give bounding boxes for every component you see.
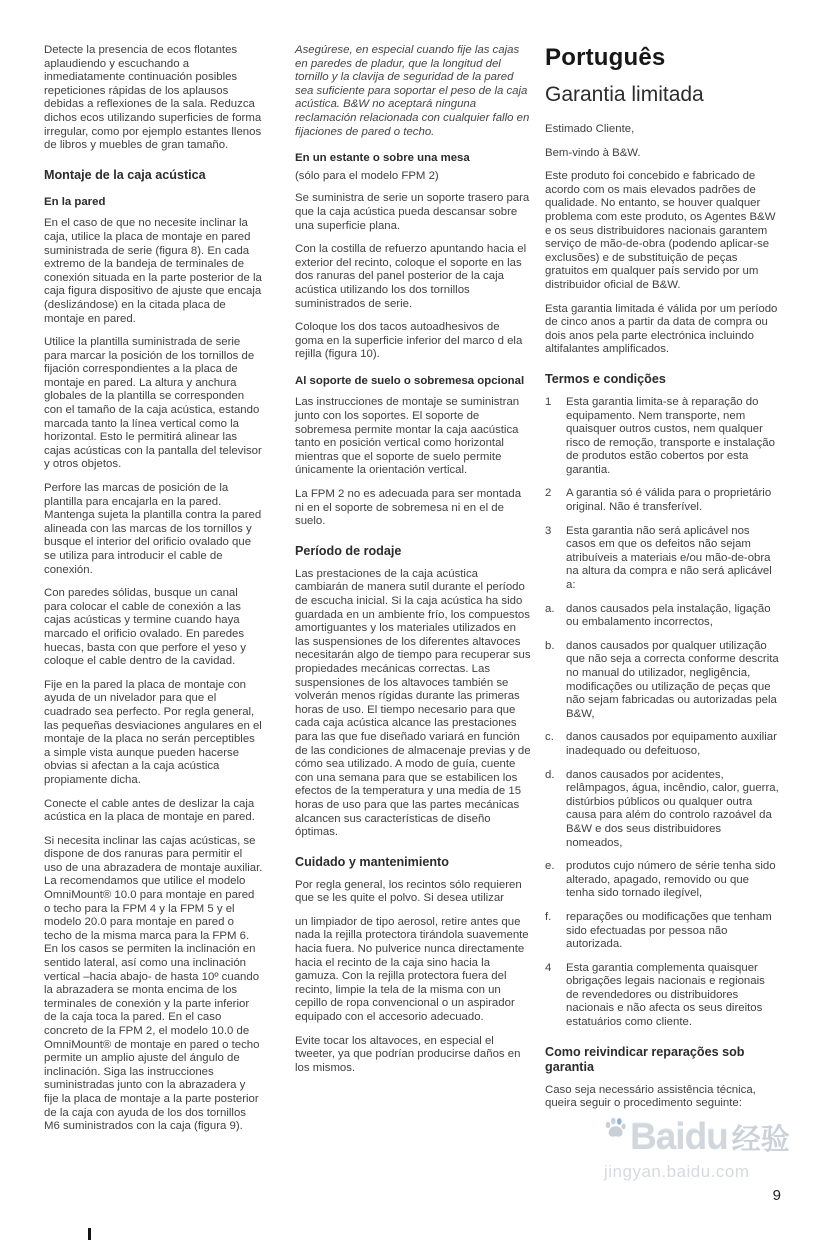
col3-li-15 — [545, 911, 780, 952]
col3-h2-6: Termos e condições — [545, 371, 666, 386]
col3-li-14 — [545, 860, 780, 901]
col1-para-6: Con paredes sólidas, busque un canal para colocar el cable de conexión a las cajas acústicas y termine cuando haya marcado el orificio ovalado. En paredes huecas, basta con que perfore el yeso y coloque el cable dentro de la cavidad. — [44, 587, 246, 668]
list-item-text: Esta garantia não será aplicável nos casos em que os defeitos não sejam atribuíveis a materiais e/ou mão-de-obra na altura da compra e não será aplicável a: — [566, 524, 772, 592]
list-item-text: danos causados por qualquer utilização que não seja a correcta conforme descrita no manual do utilizador, negligência, modificações ou utilização de peças que não sejam fabricadas ou autorizadas pela B&W, — [566, 639, 779, 720]
col2-para-10: Las prestaciones de la caja acústica cambiarán de manera sutil durante el período de escucha inicial. Si la caja acústica ha sido guardada en un ambiente frío, los compuestos amortiguantes y los materiales utilizados en las suspensiones de los diferentes altavoces necesitarán algo de tiempo para recuperar sus propiedades mecánicas correctas. Las suspensiones de los altavoces también se volverán menos rígidas durante las primeras horas de uso. El tiempo necesario para que cada caja acústica alcance las prestaciones para las que fue diseñado variará en función de las condiciones de almacenaje previas y de cómo sea utilizado. A modo de guía, cuente con una semana para que se estabilicen los efectos de la temperatura y una media de 15 horas de uso para que las partes mecánicas alcancen sus características de diseño óptimas. — [295, 567, 531, 839]
col1-h3-2: En la pared — [44, 195, 106, 208]
col3-li-16 — [545, 962, 780, 1030]
list-item-text: danos causados por acidentes, relâmpagos, água, incêndio, calor, guerra, distúrbios públicos ou qualquer outra causa para além do controlo razoável da B&W e dos seus distribuidores nomeados, — [566, 768, 779, 849]
col3-para-18: Caso seja necessário assistência técnica, queira seguir o procedimento seguinte: — [545, 1083, 756, 1110]
list-item-text: produtos cujo número de série tenha sido alterado, apagado, removido ou que tenha sido tornado ilegível, — [566, 860, 776, 900]
list-item-text: danos causados por equipamento auxiliar inadequado ou defeituoso, — [566, 731, 777, 757]
col3-para-3: Bem-vindo à B&W. — [545, 146, 641, 159]
col3-para-5: Esta garantia limitada é válida por um período de cinco anos a partir da data de compra ou dois anos pela parte electrónica incluindo altifalantes amplificados. — [545, 302, 778, 356]
list-marker: 2 — [545, 487, 552, 500]
col2-para-7: Las instrucciones de montaje se suministran junto con los soportes. El soporte de sobremesa permite montar la caja aacústica tanto en posición vertical como horizontal mientras que el soporte de suelo permite únicamente la orientación vertical. — [295, 396, 520, 477]
col2-para-8: La FPM 2 no es adecuada para ser montada ni en el soporte de sobremesa ni en el de suelo. — [295, 488, 522, 528]
col3-para-4: Este produto foi concebido e fabricado de acordo com os mais elevados padrões de qualidade. No entanto, se houver qualquer problema com este produto, os Agentes B&W e os seus distribuidores nacionais garantem serviço de mão-de-obra (podendo aplicar-se exclusões) e de substituição de peças gratuitos em qualquer país servido por um distribuidor oficial de B&W. — [545, 170, 776, 291]
col3-li-8 — [545, 487, 780, 514]
col3-h2-17: Como reivindicar reparações sob garantia — [545, 1044, 745, 1074]
list-item-text: reparações ou modificações que tenham sido efectuadas por pessoa não autorizada. — [566, 910, 772, 951]
col3-para-2: Estimado Cliente, — [545, 123, 635, 135]
list-marker: 3 — [545, 524, 552, 537]
col2-para-5: Coloque los dos tacos autoadhesivos de goma en la superficie inferior del marco d ela rejilla (figura 10). — [295, 321, 523, 361]
col1-para-5: Perfore las marcas de posición de la plantilla para encajarla en la pared. Mantenga sujeta la plantilla contra la pared alineada con las marcas de los tornillos y busque el interior del orificio ovalado que se utiliza para introducir el cable de conexión. — [44, 482, 262, 576]
col2-sub-2: (sólo para el modelo FPM 2) — [295, 169, 439, 182]
col2-h3-6: Al soporte de suelo o sobremesa opcional — [295, 374, 525, 387]
list-marker: b. — [545, 639, 555, 652]
col3-li-10 — [545, 603, 780, 630]
col3-title-0: Português — [545, 44, 666, 71]
list-marker: a. — [545, 602, 555, 615]
col2-para-12: Por regla general, los recintos sólo requieren que se les quite el polvo. Si desea utilizar — [295, 878, 522, 905]
list-item-text: A garantia só é válida para o proprietário original. Não é transferível. — [566, 487, 772, 514]
col1-para-3: En el caso de que no necesite inclinar la caja, utilice la placa de montaje en pared suministrada de serie (figura 8). En cada extremo de la bandeja de terminales de conexión situada en la parte posterior de la caja figura dispositivo de ajuste que encaja (deslizándose) en la citada placa de montaje en pared. — [44, 217, 262, 325]
col2-h3-1: En un estante o sobre una mesa — [295, 152, 470, 165]
list-marker: 1 — [545, 395, 552, 408]
list-marker: f. — [545, 910, 552, 923]
baidu-brand-text: Baidu — [630, 1116, 728, 1157]
col2-para-4: Con la costilla de refuerzo apuntando hacia el exterior del recinto, coloque el soporte en las dos ranuras del panel posterior de la caja acústica utilizando los dos tornillos suministrados de serie. — [295, 243, 527, 310]
column-col2 — [295, 44, 531, 1144]
list-marker: d. — [545, 768, 555, 781]
col2-para-13: un limpiador de tipo aerosol, retire antes que nada la rejilla protectora tirándola suavemente hacia fuera. No pulverice nunca directamente hacia el recinto de la caja sino hacia la gamuza. Con la rejilla protectora fuera del recinto, limpie la tela de la misma con un cepillo de ropa convencional o un aspirador equipado con el accesorio adecuado. — [295, 915, 529, 1024]
baidu-jingyan-text: 经验 — [731, 1123, 790, 1156]
crop-mark — [88, 1228, 91, 1240]
list-marker: e. — [545, 860, 555, 873]
col1-para-8: Conecte el cable antes de deslizar la caja acústica en la placa de montaje en pared. — [44, 797, 255, 824]
col3-subtitle-1: Garantia limitada — [545, 83, 704, 106]
column-col1 — [44, 44, 263, 1144]
list-marker: c. — [545, 731, 554, 744]
col3-li-7 — [545, 396, 780, 478]
col1-para-0: Detecte la presencia de ecos flotantes aplaudiendo y escuchando a inmediatamente continuación posibles repeticiones rápidas de los aplausos debidas a reflexiones de la sala. Reduzca dichos ecos utilizando superficies de forma irregular, como por ejemplo estantes llenos de libros y muebles de gran tamaño. — [44, 44, 262, 152]
list-item-text: danos causados pela instalação, ligação ou embalamento incorrectos, — [566, 602, 771, 629]
col3-li-13 — [545, 769, 780, 851]
col2-para-14: Evite tocar los altavoces, en especial el tweeter, ya que podrían producirse daños en los mismos. — [295, 1034, 521, 1074]
col2-h2-11: Cuidado y mantenimiento — [295, 854, 449, 869]
list-item-text: Esta garantia complementa quaisquer obrigações legais nacionais e regionais de revendedores ou distribuidores nacionais e não afecta os seus direitos estatuários como cliente. — [566, 961, 765, 1029]
col1-para-7: Fije en la pared la placa de montaje con ayuda de un nivelador para que el cuadrado sea perfecto. Por regla general, las pequeñas desviaciones angulares en el montaje de la placa no serán perceptibles a simple vista aunque pueden hacerse obvias si afectan a la caja acústica propiamente dicha. — [44, 678, 262, 786]
col3-li-11 — [545, 640, 780, 722]
col2-para-3: Se suministra de serie un soporte trasero para que la caja acústica pueda descansar sobre una superficie plana. — [295, 192, 530, 232]
baidu-watermark-url: jingyan.baidu.com — [604, 1162, 750, 1181]
col2-h2-9: Período de rodaje — [295, 543, 402, 558]
list-marker: 4 — [545, 961, 552, 974]
list-item-text: Esta garantia limita-se à reparação do equipamento. Nem transporte, nem quaisquer outros custos, nem qualquer risco de remoção, transporte e instalação de produtos estão cobertos por esta garantia. — [566, 395, 775, 476]
col3-li-12 — [545, 731, 780, 758]
col1-para-9: Si necesita inclinar las cajas acústicas, se dispone de dos ranuras para permitir el uso de una abrazadera de montaje auxiliar. La recomendamos que utilice el modelo OmniMount® 10.0 para montaje en pared o techo para la FPM 4 y la FPM 5 y el modelo 20.0 para montaje en pared o techo de la misma marca para la FPM 6. En los casos se permiten la inclinación en sentido lateral, así como una inclinación vertical –hacia abajo- de hasta 10º cuando la abrazadera se monta encima de los terminales de conexión y la parte inferior de la caja toca la pared. En el caso concreto de la FPM 2, el modelo 10.0 de OmniMount® de montaje en pared o techo permite un amplio ajuste del ángulo de inclinación. Siga las instrucciones suministradas junto con la abrazadera y fije la placa de montaje a la parte posterior de la caja con ayuda de los dos tornillos M6 suministrados con la caja (figura 9). — [44, 834, 263, 1133]
col2-para-italic-0: Asegúrese, en especial cuando fije las cajas en paredes de pladur, que la longitud del tornillo y la clavija de seguridad de la pared sea suficiente para soportar el peso de la caja acústica. B&W no aceptará ninguna reclamación relacionada con cualquier fallo en fijaciones de pared o techo. — [295, 44, 530, 138]
col1-para-4: Utilice la plantilla suministrada de serie para marcar la posición de los tornillos de fijación correspondientes a la placa de montaje en pared. La altura y anchura globales de la plantilla se corresponden con el tamaño de la caja acústica, estando marcada tanto la línea vertical como la horizontal. Esto le permitirá alinear las cajas acústicas con la pantalla del televisor y otros objetos. — [44, 336, 262, 471]
col3-li-9 — [545, 525, 780, 593]
col1-h2-1: Montaje de la caja acústica — [44, 167, 206, 182]
page-number: 9 — [772, 1187, 781, 1204]
column-col3 — [545, 44, 780, 1144]
